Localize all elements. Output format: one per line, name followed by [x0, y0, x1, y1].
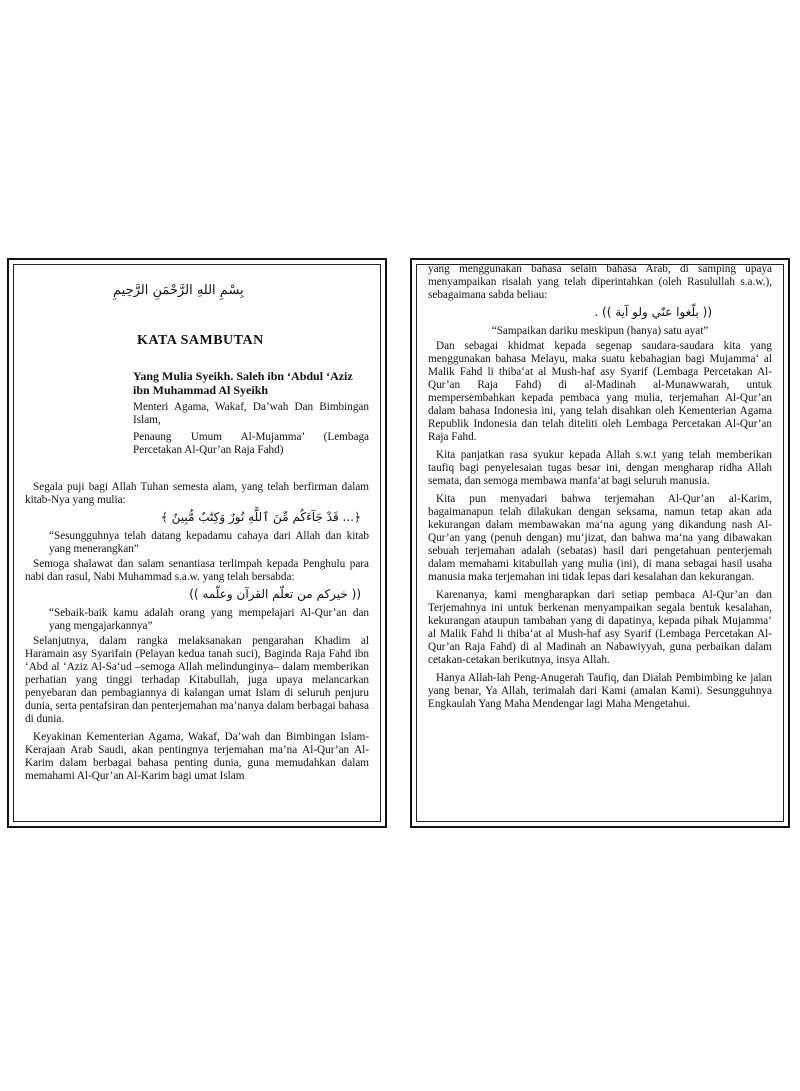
paragraph-gratitude: Kita panjatkan rasa syukur kepada Allah s.w.t yang telah memberikan taufiq bagi penyelesaian tugas besar ini, dengan mengharap ridha Allah semata, dan semoga membawa manfa‘at bagi seluruh manusia.: [428, 449, 772, 487]
paragraph-ministry: Keyakinan Kementerian Agama, Wakaf, Da’wah dan Bimbingan Islam-Kerajaan Arab Saudi, akan pentingnya terjemahan ma’na Al-Qur’an Al-Karim dalam berbagai bahasa penting dunia, guna memudahkan dalam memahami Al-Qur’an Al-Karim bagi umat Islam: [25, 731, 369, 782]
basmala-calligraphy: بِسْمِ اللهِ الرَّحْمَنِ الرَّحِيمِ: [113, 283, 244, 298]
right-page-content: [428, 263, 772, 816]
arabic-hadith: (( بلّغوا عنّي ولو آية )) .: [594, 305, 712, 319]
paragraph-khidmat: Dan sebagai khidmat kepada segenap saudara-saudara kita yang menggunakan bahasa Melayu, maka suatu kebahagian bagi Mujamma‘ al Malik Fahd li thiba‘at al Mush-haf asy Syarif (Lembaga Percetakan Al-Qur’an Raja Fahd) di al-Madinah al-Munawwarah, untuk mempersembahkan kepada pembaca yang mulia, terjemahan Al-Qur’an dalam bahasa Indonesia ini, yang telah disahkan oleh Kementerian Agama Republik Indonesia dan telah diteliti oleh Lembaga Percetakan Al-Qur’an Raja Fahd.: [428, 340, 772, 443]
page-title: KATA SAMBUTAN: [137, 333, 264, 348]
quote-hadith-translation: “Sampaikan dariku meskipun (hanya) satu ayat”: [491, 325, 709, 337]
paragraph-opening: Segala puji bagi Allah Tuhan semesta alam, yang telah berfirman dalam kitab-Nya yang mulia:: [25, 481, 369, 506]
paragraph-continuation: yang menggunakan bahasa selain bahasa Arab, di samping upaya menyampaikan risalah yang telah diperintahkan (oleh Rasulullah s.a.w.), sebagaimana sabda beliau:: [428, 263, 772, 301]
right-page: [410, 258, 790, 828]
paragraph-limitations: Kita pun menyadari bahwa terjemahan Al-Qur’an al-Karim, bagaimanapun telah dilakukan dengan seksama, namun tetap akan ada kekurangan dalam membawakan ma‘na agung yang dikandung nash Al-Qur’an yang (penuh dengan) mu‘jizat, dan bahwa ma‘na yang dibawakan sebuah terjemahan adalah (sebatas) hasil dari pengetahuan penterjemah dalam memahami kitabullah yang mulia (ini), di mana sebagai hasil usaha manusia maka terjemahan ini tidak lepas dari kesalahan dan kekurangan.: [428, 493, 772, 583]
arabic-quran-verse: ﴿... قَدْ جَآءَكُم مِّنَ ٱللَّهِ نُورٌ وَكِتَٰبٌ مُّبِينٌ ﴾: [160, 510, 361, 524]
quote-hadith-translation: “Sebaik-baik kamu adalah orang yang mempelajari Al-Qur’an dan yang mengajarkannya”: [49, 607, 369, 632]
addressee-name-line1: Yang Mulia Syeikh. Saleh ibn ‘Abdul ‘Aziz: [133, 369, 353, 383]
paragraph-request: Karenanya, kami mengharapkan dari setiap pembaca Al-Qur’an dan Terjemahnya ini untuk berkenan menyampaikan segala bentuk kesalahan, kekurangan ataupun tambahan yang di dapatinya, kepada pihak Mujamma‘ al Malik Fahd li thiba‘at al Mush-haf asy Syarif (Lembaga Percetakan Al-Qur’an Raja Fahd) di al Madinah an Nabawiyyah, guna perbaikan dalam cetakan-cetakan berikutnya, insya Allah.: [428, 589, 772, 666]
addressee-role-minister: Menteri Agama, Wakaf, Da’wah Dan Bimbingan Islam,: [133, 401, 369, 426]
left-page: [7, 258, 387, 828]
paragraph-salawat: Semoga shalawat dan salam senantiasa terlimpah kepada Penghulu para nabi dan rasul, Nabi Muhammad s.a.w. yang telah bersabda:: [25, 558, 369, 583]
addressee-role-patron: Penaung Umum Al-Mujamma’ (Lembaga Percetakan Al-Qur’an Raja Fahd): [133, 431, 369, 456]
arabic-hadith: (( خيركم من تعلّم القرآن وعلّمه )): [189, 587, 361, 601]
addressee-block: [133, 369, 369, 457]
addressee-name-line2: ibn Muhammad Al Syeikh: [133, 383, 269, 397]
quote-verse-translation: “Sesungguhnya telah datang kepadamu cahaya dari Allah dan kitab yang menerangkan”: [49, 530, 369, 555]
left-page-content: [25, 270, 369, 816]
paragraph-closing: Hanya Allah-lah Peng-Anugerah Taufiq, dan Dialah Pembimbing ke jalan yang benar, Ya Allah, terimalah dari Kami (amalan Kami). Sesungguhnya Engkaulah Yang Maha Mendengar lagi Maha Mengetahui.: [428, 672, 772, 710]
paragraph-instruction: Selanjutnya, dalam rangka melaksanakan pengarahan Khadim al Haramain asy Syarifain (Pelayan kedua tanah suci), Baginda Raja Fahd ibn ‘Abd al ‘Aziz Al-Sa‘ud –semoga Allah melindunginya– dalam memberikan perhatian yang tinggi terhadap Kitabullah, juga upaya melancarkan penyebaran dan pembagiannya di kalangan umat Islam di seluruh penjuru dunia, serta pentafsiran dan penterjemahan ma’nanya dalam berbagai bahasa di dunia.: [25, 635, 369, 725]
